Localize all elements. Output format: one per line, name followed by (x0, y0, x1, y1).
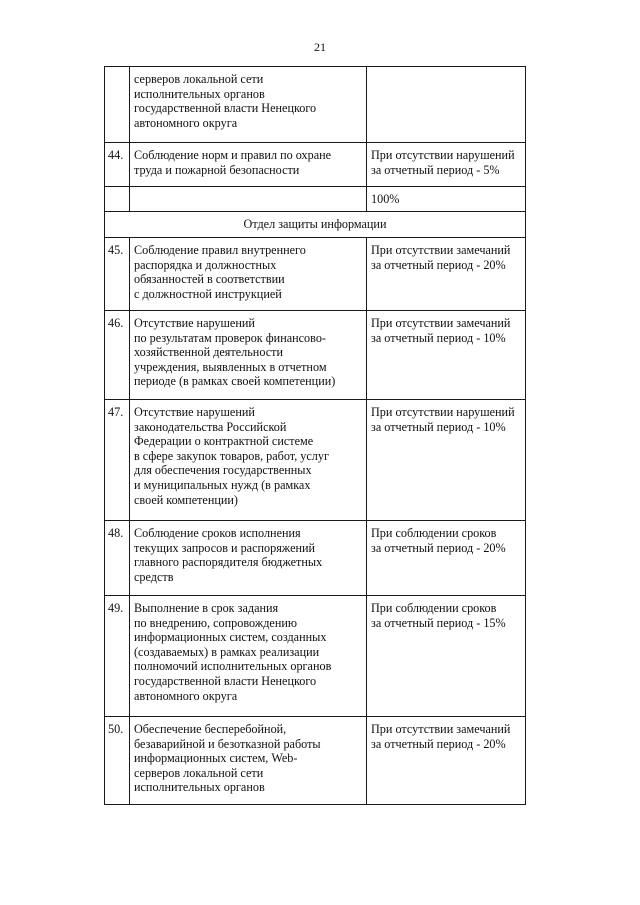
table-row (105, 67, 526, 143)
row-number: 45. (105, 238, 130, 311)
row-number (105, 67, 130, 143)
criteria-table (104, 66, 526, 805)
table-row (105, 311, 526, 400)
criterion-cell: Выполнение в срок задания по внедрению, сопровождению информационных систем, созданных (создаваемых) в рамках реализации полномочий исполнительных органов государственной власти Ненецкого автономного округа (130, 596, 367, 717)
table-row (105, 400, 526, 521)
section-title: Отдел защиты информации (105, 212, 526, 238)
criterion-cell (130, 187, 367, 212)
row-number: 47. (105, 400, 130, 521)
condition-cell: 100% (367, 187, 526, 212)
row-number (105, 187, 130, 212)
condition-cell (367, 67, 526, 143)
condition-cell: При соблюдении сроков за отчетный период - 20% (367, 521, 526, 596)
condition-cell: При отсутствии нарушений за отчетный период - 5% (367, 143, 526, 187)
criterion-cell: Обеспечение бесперебойной, безаварийной и безотказной работы информационных систем, Web- серверов локальной сети исполнительных органов (130, 717, 367, 805)
criterion-cell: Соблюдение сроков исполнения текущих запросов и распоряжений главного распорядителя бюджетных средств (130, 521, 367, 596)
condition-cell: При отсутствии нарушений за отчетный период - 10% (367, 400, 526, 521)
criterion-cell: Отсутствие нарушений по результатам проверок финансово- хозяйственной деятельности учреждения, выявленных в отчетном периоде (в рамках своей компетенции) (130, 311, 367, 400)
row-number: 46. (105, 311, 130, 400)
table-row (105, 187, 526, 212)
page-number: 21 (314, 40, 326, 54)
table-row (105, 521, 526, 596)
table-row (105, 143, 526, 187)
condition-cell: При соблюдении сроков за отчетный период - 15% (367, 596, 526, 717)
criterion-cell: Соблюдение правил внутреннего распорядка и должностных обязанностей в соответствии с должностной инструкцией (130, 238, 367, 311)
row-number: 48. (105, 521, 130, 596)
criterion-cell: серверов локальной сети исполнительных органов государственной власти Ненецкого автономного округа (130, 67, 367, 143)
row-number: 50. (105, 717, 130, 805)
table-row (105, 596, 526, 717)
criterion-cell: Отсутствие нарушений законодательства Российской Федерации о контрактной системе в сфере закупок товаров, работ, услуг для обеспечения государственных и муниципальных нужд (в рамках своей компетенции) (130, 400, 367, 521)
table-row (105, 717, 526, 805)
section-header-row (105, 212, 526, 238)
criterion-cell: Соблюдение норм и правил по охране труда и пожарной безопасности (130, 143, 367, 187)
condition-cell: При отсутствии замечаний за отчетный период - 10% (367, 311, 526, 400)
row-number: 44. (105, 143, 130, 187)
row-number: 49. (105, 596, 130, 717)
condition-cell: При отсутствии замечаний за отчетный период - 20% (367, 717, 526, 805)
table-row (105, 238, 526, 311)
condition-cell: При отсутствии замечаний за отчетный период - 20% (367, 238, 526, 311)
